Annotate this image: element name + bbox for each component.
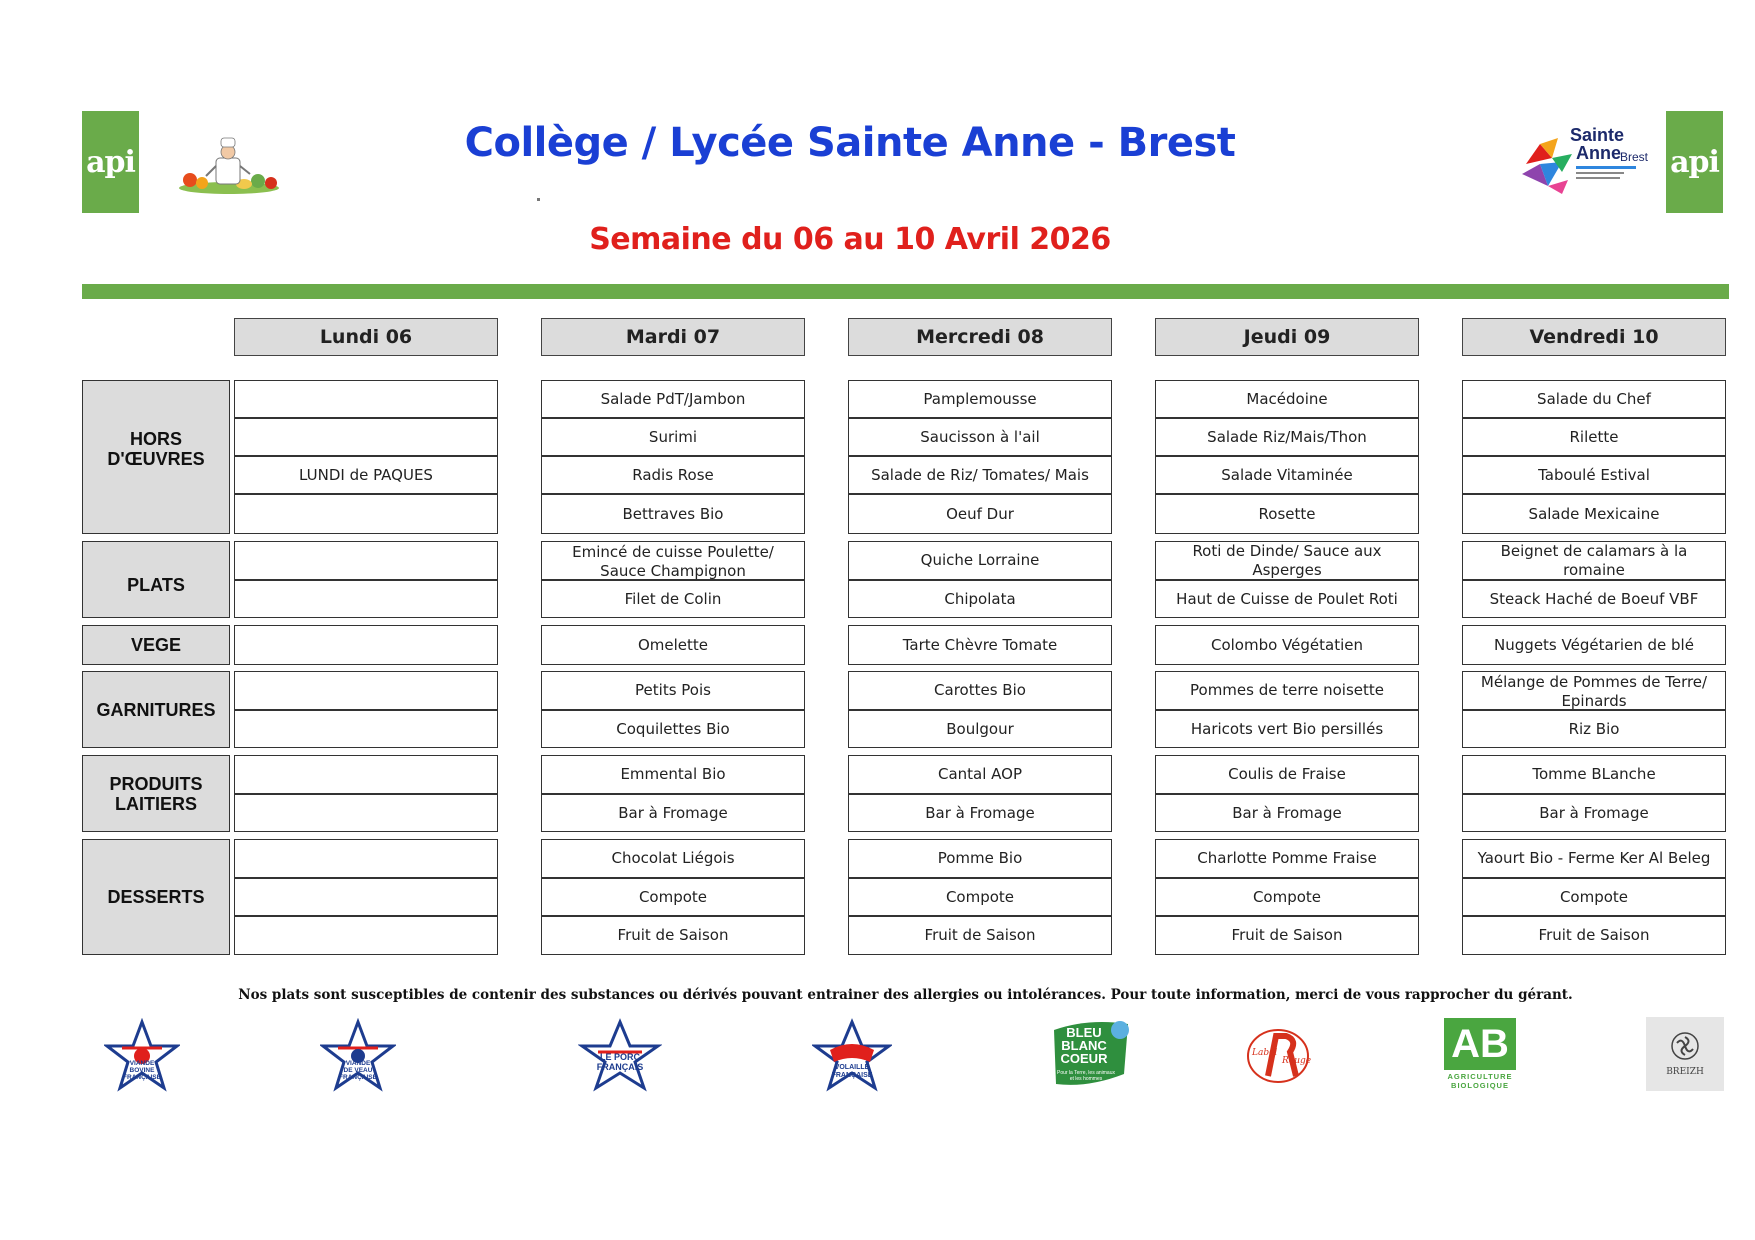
category-desserts: DESSERTS <box>82 839 230 955</box>
menu-cell-jeudi-hors-2: Salade Riz/Mais/Thon <box>1155 418 1419 456</box>
menu-cell-vendredi-laitiers-2: Bar à Fromage <box>1462 794 1726 832</box>
menu-cell-jeudi-hors-4: Rosette <box>1155 494 1419 534</box>
week-subtitle: Semaine du 06 au 10 Avril 2026 <box>589 222 1111 257</box>
agriculture-biologique-logo <box>1442 1018 1518 1092</box>
menu-cell-mardi-garnitures-2: Coquilettes Bio <box>541 710 805 748</box>
bbc-line3: COEUR <box>1060 1051 1108 1066</box>
sainte-anne-logo <box>1518 126 1654 198</box>
menu-cell-jeudi-desserts-1: Charlotte Pomme Fraise <box>1155 839 1419 878</box>
breizh-text: BREIZH <box>1666 1067 1704 1077</box>
menu-cell-mardi-hors-4: Bettraves Bio <box>541 494 805 534</box>
label-rouge-word2: Rouge <box>1282 1056 1312 1066</box>
viande-bovine-francaise-logo <box>104 1018 180 1094</box>
menu-cell-vendredi-laitiers-1: Tomme BLanche <box>1462 755 1726 794</box>
day-header-lundi: Lundi 06 <box>234 318 498 356</box>
bbc-line2: BLANC <box>1061 1038 1107 1053</box>
menu-cell-lundi-hors-3: LUNDI de PAQUES <box>234 456 498 494</box>
menu-cell-mardi-plats-1: Emincé de cuisse Poulette/ Sauce Champignon <box>541 541 805 580</box>
vbf-line2: BOVINE <box>129 1067 155 1074</box>
menu-cell-lundi-laitiers-2 <box>234 794 498 832</box>
menu-cell-mercredi-hors-2: Saucisson à l'ail <box>848 418 1112 456</box>
menu-cell-mardi-hors-3: Radis Rose <box>541 456 805 494</box>
menu-cell-vendredi-hors-3: Taboulé Estival <box>1462 456 1726 494</box>
le-porc-francais-logo <box>578 1018 662 1094</box>
menu-cell-vendredi-desserts-1: Yaourt Bio - Ferme Ker Al Beleg <box>1462 839 1726 878</box>
menu-cell-vendredi-desserts-2: Compote <box>1462 878 1726 916</box>
logo-sainte: Sainte <box>1570 125 1625 145</box>
logo-anne: Anne <box>1576 143 1621 163</box>
menu-cell-mercredi-desserts-3: Fruit de Saison <box>848 916 1112 955</box>
menu-cell-jeudi-garnitures-2: Haricots vert Bio persillés <box>1155 710 1419 748</box>
category-laitiers-label: PRODUITS LAITIERS <box>109 773 203 814</box>
category-hors-label: HORS D'ŒUVRES <box>107 429 205 469</box>
menu-cell-vendredi-garnitures-1: Mélange de Pommes de Terre/ Epinards <box>1462 671 1726 710</box>
menu-cell-jeudi-desserts-3: Fruit de Saison <box>1155 916 1419 955</box>
menu-cell-lundi-desserts-1 <box>234 839 498 878</box>
chef-vegetables-illustration <box>176 136 282 194</box>
menu-cell-vendredi-desserts-3: Fruit de Saison <box>1462 916 1726 955</box>
menu-cell-jeudi-hors-1: Macédoine <box>1155 380 1419 418</box>
vbf-line1: VIANDE <box>129 1060 155 1067</box>
day-header-mardi: Mardi 07 <box>541 318 805 356</box>
menu-cell-mardi-garnitures-1: Petits Pois <box>541 671 805 710</box>
menu-cell-vendredi-hors-2: Rilette <box>1462 418 1726 456</box>
menu-cell-lundi-hors-1 <box>234 380 498 418</box>
menu-cell-mardi-laitiers-2: Bar à Fromage <box>541 794 805 832</box>
menu-cell-vendredi-vege-1: Nuggets Végétarien de blé <box>1462 625 1726 665</box>
menu-cell-mercredi-garnitures-2: Boulgour <box>848 710 1112 748</box>
menu-cell-jeudi-vege-1: Colombo Végétatien <box>1155 625 1419 665</box>
menu-cell-lundi-plats-2 <box>234 580 498 618</box>
menu-cell-jeudi-hors-3: Salade Vitaminée <box>1155 456 1419 494</box>
menu-cell-mardi-desserts-3: Fruit de Saison <box>541 916 805 955</box>
menu-cell-lundi-hors-2 <box>234 418 498 456</box>
menu-cell-mercredi-desserts-2: Compote <box>848 878 1112 916</box>
menu-cell-lundi-laitiers-1 <box>234 755 498 794</box>
menu-cell-mardi-hors-1: Salade PdT/Jambon <box>541 380 805 418</box>
allergen-footnote: Nos plats sont susceptibles de contenir des substances ou dérivés pouvant entrainer des allergies ou intolérances. Pour toute information, merci de vous rapprocher du gérant. <box>238 987 1573 1003</box>
menu-cell-mardi-plats-2: Filet de Colin <box>541 580 805 618</box>
menu-cell-vendredi-plats-2: Steack Haché de Boeuf VBF <box>1462 580 1726 618</box>
category-vege: VEGE <box>82 625 230 665</box>
menu-cell-mercredi-plats-2: Chipolata <box>848 580 1112 618</box>
logo-brest: Brest <box>1620 150 1649 164</box>
porc-line2: FRANÇAIS <box>596 1062 644 1072</box>
api-logo-right: api <box>1666 111 1723 213</box>
logo-caption-line <box>1576 172 1624 174</box>
volaille-francaise-logo <box>812 1018 892 1094</box>
menu-cell-vendredi-hors-1: Salade du Chef <box>1462 380 1726 418</box>
stray-dot <box>537 198 540 201</box>
menu-cell-mercredi-desserts-1: Pomme Bio <box>848 839 1112 878</box>
menu-cell-mercredi-laitiers-2: Bar à Fromage <box>848 794 1112 832</box>
menu-cell-jeudi-desserts-2: Compote <box>1155 878 1419 916</box>
menu-cell-vendredi-garnitures-2: Riz Bio <box>1462 710 1726 748</box>
menu-cell-mardi-desserts-1: Chocolat Liégois <box>541 839 805 878</box>
menu-cell-mercredi-hors-4: Oeuf Dur <box>848 494 1112 534</box>
volaille-line2: FRANÇAISE <box>831 1072 873 1079</box>
bbc-line1: BLEU <box>1066 1025 1102 1040</box>
breizh-logo <box>1646 1017 1724 1091</box>
ab-line1: AGRICULTURE <box>1447 1072 1513 1081</box>
menu-cell-mercredi-garnitures-1: Carottes Bio <box>848 671 1112 710</box>
menu-cell-jeudi-laitiers-1: Coulis de Fraise <box>1155 755 1419 794</box>
api-logo-left: api <box>82 111 139 213</box>
menu-cell-lundi-desserts-3 <box>234 916 498 955</box>
menu-cell-mercredi-laitiers-1: Cantal AOP <box>848 755 1112 794</box>
veau-line2: DE VEAU <box>343 1067 373 1074</box>
category-produits-laitiers <box>82 755 230 832</box>
volaille-line1: VOLAILLE <box>834 1064 870 1071</box>
menu-cell-jeudi-plats-1: Roti de Dinde/ Sauce aux Asperges <box>1155 541 1419 580</box>
menu-cell-mercredi-plats-1: Quiche Lorraine <box>848 541 1112 580</box>
category-hors-doeuvres <box>82 380 230 534</box>
porc-line1: LE PORC <box>599 1052 640 1062</box>
menu-cell-mardi-hors-2: Surimi <box>541 418 805 456</box>
ab-letters: AB <box>1451 1022 1509 1066</box>
menu-cell-mardi-laitiers-1: Emmental Bio <box>541 755 805 794</box>
logo-underline <box>1576 166 1636 169</box>
label-rouge-word1: Label <box>1252 1048 1278 1058</box>
menu-cell-lundi-vege-1 <box>234 625 498 665</box>
menu-cell-lundi-garnitures-2 <box>234 710 498 748</box>
menu-cell-lundi-desserts-2 <box>234 878 498 916</box>
viande-de-veau-francaise-logo <box>320 1018 396 1094</box>
day-header-jeudi: Jeudi 09 <box>1155 318 1419 356</box>
veau-line1: VIANDE <box>345 1060 371 1067</box>
header-green-bar <box>82 284 1729 299</box>
page-title: Collège / Lycée Sainte Anne - Brest <box>464 120 1236 166</box>
menu-cell-mardi-vege-1: Omelette <box>541 625 805 665</box>
vbf-line3: FRANÇAISE <box>123 1074 161 1081</box>
logo-caption-line <box>1576 177 1620 179</box>
veau-line3: FRANÇAISE <box>339 1074 377 1081</box>
day-header-mercredi: Mercredi 08 <box>848 318 1112 356</box>
menu-cell-vendredi-plats-1: Beignet de calamars à la romaine <box>1462 541 1726 580</box>
menu-cell-lundi-garnitures-1 <box>234 671 498 710</box>
ab-line2: BIOLOGIQUE <box>1451 1081 1509 1090</box>
label-rouge-logo <box>1246 1028 1310 1084</box>
menu-cell-jeudi-laitiers-2: Bar à Fromage <box>1155 794 1419 832</box>
menu-cell-vendredi-hors-4: Salade Mexicaine <box>1462 494 1726 534</box>
category-plats: PLATS <box>82 541 230 618</box>
menu-cell-lundi-plats-1 <box>234 541 498 580</box>
bbc-tagline: Pour la Terre, les animaux et les hommes <box>1057 1070 1115 1082</box>
menu-cell-mardi-desserts-2: Compote <box>541 878 805 916</box>
menu-cell-jeudi-plats-2: Haut de Cuisse de Poulet Roti <box>1155 580 1419 618</box>
menu-cell-mercredi-vege-1: Tarte Chèvre Tomate <box>848 625 1112 665</box>
menu-cell-jeudi-garnitures-1: Pommes de terre noisette <box>1155 671 1419 710</box>
bleu-blanc-coeur-logo <box>1048 1018 1134 1092</box>
menu-cell-lundi-hors-4 <box>234 494 498 534</box>
category-garnitures: GARNITURES <box>82 671 230 748</box>
menu-cell-mercredi-hors-1: Pamplemousse <box>848 380 1112 418</box>
day-header-vendredi: Vendredi 10 <box>1462 318 1726 356</box>
menu-cell-mercredi-hors-3: Salade de Riz/ Tomates/ Mais <box>848 456 1112 494</box>
